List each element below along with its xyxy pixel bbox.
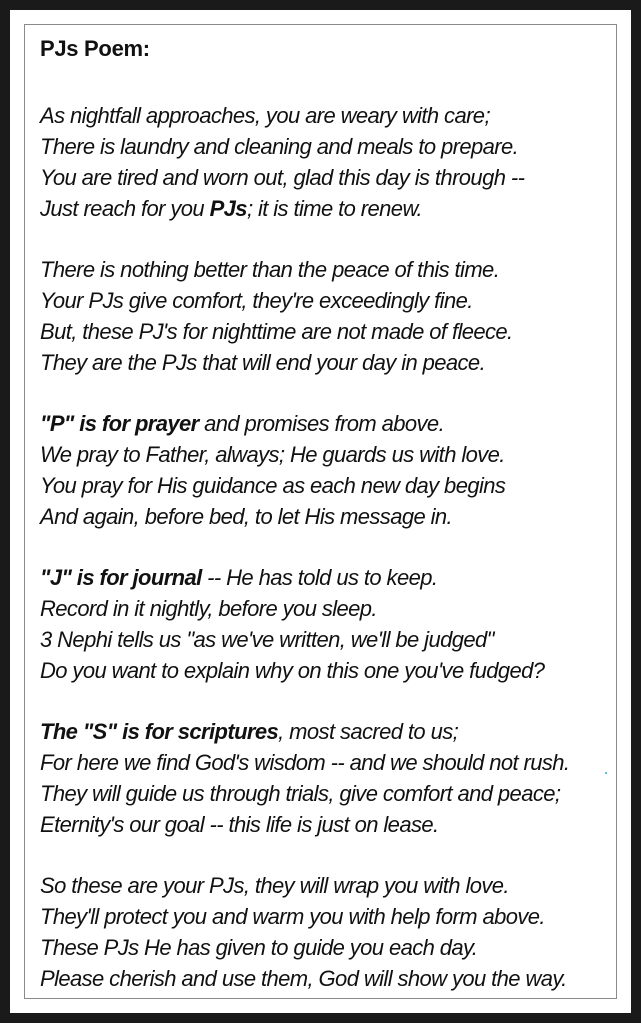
poem-line: They will guide us through trials, give comfort and peace;	[40, 781, 561, 806]
poem-line: As nightfall approaches, you are weary with care;	[40, 103, 490, 128]
scriptures-heading: The "S" is for scriptures	[40, 719, 279, 744]
line-text: -- He has told us to keep.	[201, 565, 438, 590]
line-text: Just reach for you	[40, 196, 210, 221]
poem-line	[40, 193, 620, 224]
stanza-4	[40, 562, 620, 686]
poem-line: There is nothing better than the peace of this time.	[40, 257, 500, 282]
journal-heading: "J" is for journal	[40, 565, 202, 590]
poem-line	[40, 408, 620, 439]
poem-line: 3 Nephi tells us "as we've written, we'll be judged"	[40, 627, 494, 652]
poem-line: You are tired and worn out, glad this day is through --	[40, 165, 525, 190]
stanza-2	[40, 254, 620, 378]
line-text: ; it is time to renew.	[246, 196, 423, 221]
poem-line: Eternity's our goal -- this life is just on lease.	[40, 812, 439, 837]
poem-line: Your PJs give comfort, they're exceedingly fine.	[40, 288, 473, 313]
line-text: and promises from above.	[198, 411, 445, 436]
poem-line: So these are your PJs, they will wrap you with love.	[40, 873, 509, 898]
poem-line: For here we find God's wisdom -- and we should not rush.	[40, 750, 570, 775]
scan-speck	[605, 772, 607, 774]
poem-line: They'll protect you and warm you with help form above.	[40, 904, 545, 929]
stanza-1	[40, 100, 620, 224]
pjs-emphasis: PJs	[209, 196, 247, 221]
poem-body	[40, 30, 620, 1024]
poem-line: And again, before bed, to let His message in.	[40, 504, 453, 529]
poem-line: Record in it nightly, before you sleep.	[40, 596, 377, 621]
poem-line: These PJs He has given to guide you each day.	[40, 935, 478, 960]
poem-line: You pray for His guidance as each new day begins	[40, 473, 506, 498]
stanza-3	[40, 408, 620, 532]
poem-line: But, these PJ's for nighttime are not made of fleece.	[40, 319, 513, 344]
poem-line: Please cherish and use them, God will show you the way.	[40, 966, 567, 991]
stanza-6	[40, 870, 620, 994]
stanza-5	[40, 716, 620, 840]
poem-line	[40, 562, 620, 593]
poem-line	[40, 716, 620, 747]
poem-line: They are the PJs that will end your day in peace.	[40, 350, 486, 375]
line-text: , most sacred to us;	[278, 719, 459, 744]
poem-line: Do you want to explain why on this one you've fudged?	[40, 658, 545, 683]
poem-title: PJs Poem:	[40, 36, 150, 61]
poem-line: We pray to Father, always; He guards us with love.	[40, 442, 505, 467]
poem-line: There is laundry and cleaning and meals to prepare.	[40, 134, 519, 159]
prayer-heading: "P" is for prayer	[40, 411, 199, 436]
